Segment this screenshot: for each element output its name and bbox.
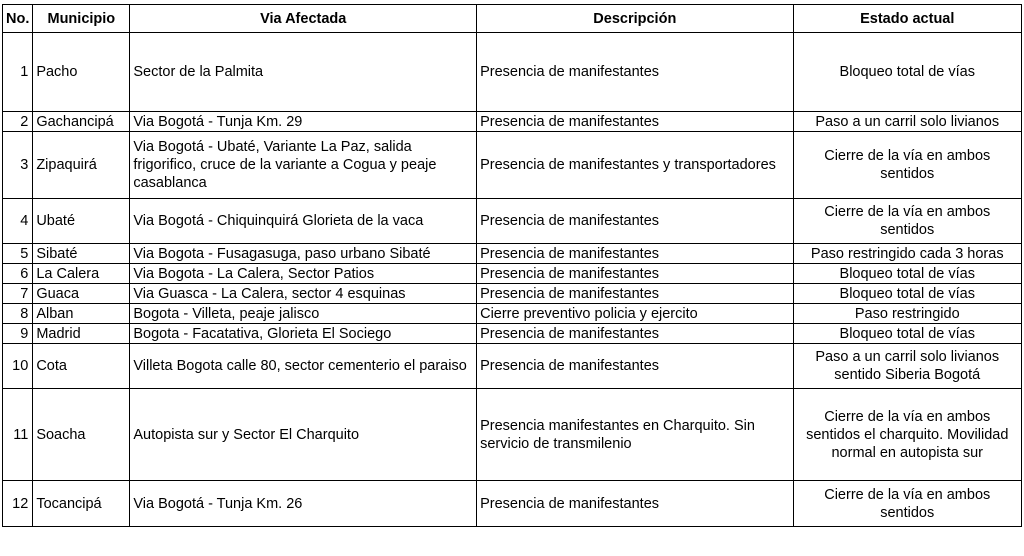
cell-via: Via Bogotá - Ubaté, Variante La Paz, salida frigorifico, cruce de la variante a Cogua y peaje casablanca — [130, 132, 477, 199]
cell-municipio: Ubaté — [33, 199, 130, 244]
table-row — [3, 112, 1022, 132]
cell-descripcion: Presencia de manifestantes — [477, 324, 793, 344]
cell-descripcion: Presencia de manifestantes — [477, 112, 793, 132]
table-row — [3, 324, 1022, 344]
table-row — [3, 132, 1022, 199]
cell-estado: Cierre de la vía en ambos sentidos — [793, 132, 1022, 199]
header-descripcion: Descripción — [477, 5, 793, 33]
cell-descripcion: Presencia de manifestantes — [477, 199, 793, 244]
cell-no: 6 — [3, 264, 33, 284]
cell-estado: Bloqueo total de vías — [793, 284, 1022, 304]
cell-via: Sector de la Palmita — [130, 33, 477, 112]
cell-descripcion: Presencia de manifestantes — [477, 33, 793, 112]
cell-estado: Paso a un carril solo livianos sentido Siberia Bogotá — [793, 344, 1022, 389]
cell-no: 3 — [3, 132, 33, 199]
cell-via: Bogota - Facatativa, Glorieta El Sociego — [130, 324, 477, 344]
cell-estado: Cierre de la vía en ambos sentidos — [793, 481, 1022, 527]
cell-via: Via Guasca - La Calera, sector 4 esquinas — [130, 284, 477, 304]
cell-municipio: Zipaquirá — [33, 132, 130, 199]
header-via-afectada: Via Afectada — [130, 5, 477, 33]
header-estado-actual: Estado actual — [793, 5, 1022, 33]
cell-municipio: Gachancipá — [33, 112, 130, 132]
cell-estado: Paso restringido — [793, 304, 1022, 324]
table-row — [3, 344, 1022, 389]
cell-descripcion: Presencia manifestantes en Charquito. Sin servicio de transmilenio — [477, 389, 793, 481]
cell-via: Autopista sur y Sector El Charquito — [130, 389, 477, 481]
cell-municipio: La Calera — [33, 264, 130, 284]
cell-descripcion: Presencia de manifestantes — [477, 264, 793, 284]
cell-via: Villeta Bogota calle 80, sector cementerio el paraiso — [130, 344, 477, 389]
cell-via: Via Bogotá - Chiquinquirá Glorieta de la vaca — [130, 199, 477, 244]
cell-no: 11 — [3, 389, 33, 481]
table-row — [3, 244, 1022, 264]
cell-descripcion: Presencia de manifestantes — [477, 284, 793, 304]
header-no: No. — [3, 5, 33, 33]
table-row — [3, 284, 1022, 304]
cell-municipio: Tocancipá — [33, 481, 130, 527]
table-row — [3, 481, 1022, 527]
cell-no: 12 — [3, 481, 33, 527]
table-row — [3, 199, 1022, 244]
cell-descripcion: Presencia de manifestantes y transportadores — [477, 132, 793, 199]
cell-municipio: Alban — [33, 304, 130, 324]
cell-no: 5 — [3, 244, 33, 264]
cell-via: Via Bogotá - Tunja Km. 26 — [130, 481, 477, 527]
header-row — [3, 5, 1022, 33]
cell-no: 1 — [3, 33, 33, 112]
cell-no: 9 — [3, 324, 33, 344]
road-status-table — [2, 4, 1022, 527]
cell-municipio: Guaca — [33, 284, 130, 304]
cell-municipio: Madrid — [33, 324, 130, 344]
cell-estado: Bloqueo total de vías — [793, 264, 1022, 284]
cell-no: 7 — [3, 284, 33, 304]
header-municipio: Municipio — [33, 5, 130, 33]
cell-estado: Bloqueo total de vías — [793, 33, 1022, 112]
cell-estado: Paso a un carril solo livianos — [793, 112, 1022, 132]
cell-no: 10 — [3, 344, 33, 389]
table-row — [3, 304, 1022, 324]
cell-no: 4 — [3, 199, 33, 244]
cell-via: Via Bogota - Fusagasuga, paso urbano Sibaté — [130, 244, 477, 264]
cell-municipio: Pacho — [33, 33, 130, 112]
cell-no: 2 — [3, 112, 33, 132]
cell-descripcion: Presencia de manifestantes — [477, 244, 793, 264]
cell-via: Bogota - Villeta, peaje jalisco — [130, 304, 477, 324]
cell-estado: Cierre de la vía en ambos sentidos — [793, 199, 1022, 244]
cell-descripcion: Cierre preventivo policia y ejercito — [477, 304, 793, 324]
cell-estado: Paso restringido cada 3 horas — [793, 244, 1022, 264]
cell-via: Via Bogotá - Tunja Km. 29 — [130, 112, 477, 132]
cell-via: Via Bogota - La Calera, Sector Patios — [130, 264, 477, 284]
table-row — [3, 33, 1022, 112]
table-row — [3, 264, 1022, 284]
cell-no: 8 — [3, 304, 33, 324]
cell-estado: Bloqueo total de vías — [793, 324, 1022, 344]
table-row — [3, 389, 1022, 481]
cell-municipio: Sibaté — [33, 244, 130, 264]
cell-descripcion: Presencia de manifestantes — [477, 344, 793, 389]
cell-municipio: Cota — [33, 344, 130, 389]
cell-descripcion: Presencia de manifestantes — [477, 481, 793, 527]
cell-estado: Cierre de la vía en ambos sentidos el charquito. Movilidad normal en autopista sur — [793, 389, 1022, 481]
cell-municipio: Soacha — [33, 389, 130, 481]
